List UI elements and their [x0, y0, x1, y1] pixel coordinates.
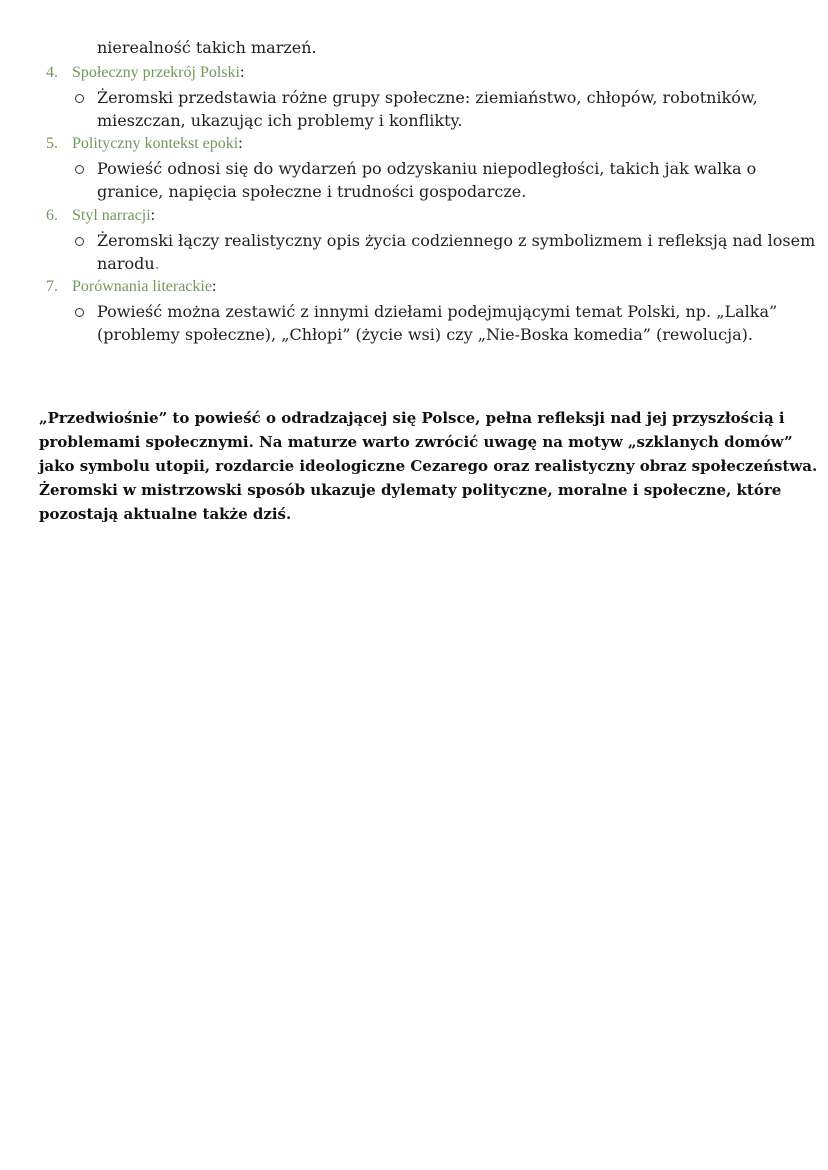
item-title: Polityczny kontekst epoki: [72, 135, 239, 152]
summary-line: jako symbolu utopii, rozdarcie ideologiczne Cezarego oraz realistyczny obraz społeczeństwa.: [39, 457, 818, 475]
item-title: Styl narracji: [72, 207, 151, 224]
item-number: 5.: [46, 135, 58, 152]
item-colon: :: [238, 135, 243, 152]
item-colon: :: [239, 64, 245, 81]
item-heading: [72, 133, 243, 155]
item-colon: :: [150, 207, 156, 224]
summary-line: pozostają aktualne także dziś.: [39, 505, 292, 523]
item-text-line: granice, napięcia społeczne i trudności gospodarcze.: [97, 182, 527, 201]
summary-line: Żeromski w mistrzowski sposób ukazuje dylematy polityczne, moralne i społeczne, które: [39, 481, 782, 499]
hollow-circle-bullet-icon: [75, 94, 84, 103]
summary-line: „Przedwiośnie” to powieść o odradzającej się Polsce, pełna refleksji nad jej przyszłością i: [39, 409, 785, 427]
item-number: 7.: [46, 278, 58, 295]
hollow-circle-bullet-icon: [75, 237, 84, 246]
item-text-line: Powieść można zestawić z innymi dziełami podejmującymi temat Polski, np. „Lalka”: [97, 302, 778, 321]
item-text-fragment: narodu: [97, 254, 155, 273]
item-title: Porównania literackie: [72, 278, 212, 295]
hollow-circle-bullet-icon: [75, 165, 84, 174]
item-heading: [72, 205, 155, 227]
item-colon: :: [211, 278, 217, 295]
item-heading: [72, 276, 216, 298]
item-text-line: [97, 253, 160, 275]
item-text-line: Żeromski łączy realistyczny opis życia codziennego z symbolizmem i refleksją nad losem: [97, 231, 816, 250]
item-title: Społeczny przekrój Polski: [72, 64, 240, 81]
item-heading: [72, 62, 244, 84]
item-number: 4.: [46, 64, 58, 81]
summary-line: problemami społecznymi. Na maturze warto zwrócić uwagę na motyw „szklanych domów”: [39, 433, 793, 451]
item-text-line: Żeromski przedstawia różne grupy społeczne: ziemiaństwo, chłopów, robotników,: [97, 88, 758, 107]
item-text-line: (problemy społeczne), „Chłopi” (życie wsi) czy „Nie-Boska komedia” (rewolucja).: [97, 325, 753, 344]
hollow-circle-bullet-icon: [75, 308, 84, 317]
item-text-period: .: [154, 254, 160, 273]
item-text-line: mieszczan, ukazując ich problemy i konflikty.: [97, 111, 463, 130]
item-number: 6.: [46, 207, 58, 224]
item-text-line: Powieść odnosi się do wydarzeń po odzyskaniu niepodległości, takich jak walka o: [97, 159, 757, 178]
continuation-text: nierealność takich marzeń.: [97, 38, 317, 57]
